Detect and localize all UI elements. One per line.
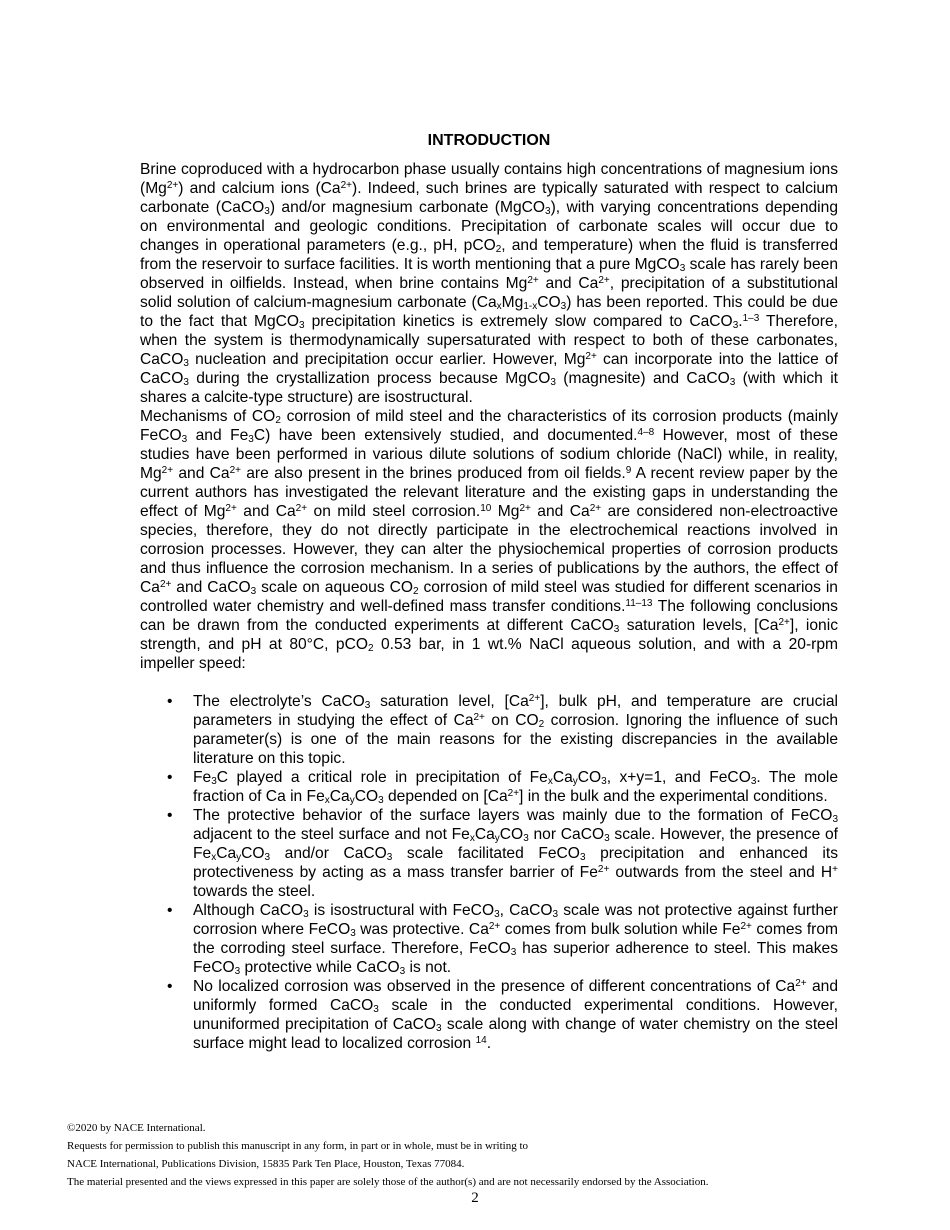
subscript: 3	[183, 358, 189, 369]
subscript: 3	[510, 947, 517, 958]
subscript: 3	[679, 263, 686, 274]
subscript: 3	[832, 814, 838, 825]
superscript: 2+	[740, 921, 752, 932]
footer	[67, 1119, 887, 1191]
superscript: 2+	[589, 503, 602, 514]
subscript: 3	[732, 320, 739, 331]
superscript: 2+	[519, 503, 531, 514]
subscript: 2	[368, 643, 374, 654]
superscript: 2+	[795, 978, 807, 989]
disclaimer: The material presented and the views expressed in this paper are solely those of the author(s) and are not necessarily endorsed by the Association.	[67, 1176, 709, 1188]
subscript: 3	[750, 776, 757, 787]
superscript: 2+	[473, 712, 485, 723]
superscript: 2+	[507, 788, 520, 799]
subscript: y	[572, 776, 578, 787]
superscript: 2+	[488, 921, 501, 932]
subscript: 2	[275, 415, 281, 426]
body-text	[140, 160, 838, 1053]
superscript: 2+	[161, 465, 174, 476]
copyright-notice: ©2020 by NACE International.	[67, 1122, 206, 1134]
subscript: 3	[373, 1004, 379, 1015]
list-item	[140, 692, 838, 768]
subscript: 1-x	[523, 301, 538, 312]
superscript: 2+	[528, 693, 541, 704]
section-title: INTRODUCTION	[427, 132, 551, 149]
subscript: 3	[494, 909, 500, 920]
subscript: 3	[299, 320, 305, 331]
superscript: 2+	[778, 617, 790, 628]
subscript: 3	[613, 624, 620, 635]
permission-notice: Requests for permission to publish this manuscript in any form, in part or in whole, must be in writing to	[67, 1140, 529, 1152]
bullet-icon: •	[167, 807, 173, 824]
subscript: x	[496, 301, 502, 312]
page-number: 2	[471, 1190, 479, 1206]
subscript: y	[236, 852, 242, 863]
superscript: 2+	[229, 465, 241, 476]
subscript: 3	[601, 776, 607, 787]
paragraph-1: Brine coproduced with a hydrocarbon phase usually contains high concentrations of magnesium ions $(Mg^{2+})$ and calcium ions $(Ca^{2+})$. Indeed, such brines are typically saturated with respect to calcium carbonate (CaCO$_3$) and/or magnesium carbonate (MgCO$_3$), with varying concentrations depending on environmental and geologic conditions. Precipitation of carbonate scales will occur due to changes in operational parameters (e.g., pH, pCO$_2$, and temperature) when the fluid is transferred from the reservoir to surface facilities. It is worth mentioning that a pure MgCO$_3$ scale has rarely been observed in oilfields. Instead, when brine contains $Mg^{2+}$ and $Ca^{2+}$, precipitation of a substitutional solid solution of calcium-magnesium carbonate $(Ca_xMg_{1-x}CO_3)$ has been reported. This could be due to the fact that MgCO$_3$ precipitation kinetics is extremely slow compared to CaCO$_3$.$^{1-3}$ Therefore, when the system is thermodynamically supersaturated with respect to both of these carbonates, CaCO$_3$ nucleation and precipitation occur earlier. However, $Mg^{2+}$ can incorporate into the lattice of CaCO$_3$ during the crystallization process because MgCO$_3$ (magnesite) and CaCO$_3$ (with which it shares a calcite-type structure) are isostructural.	[140, 161, 839, 406]
subscript: 3	[552, 909, 559, 920]
subscript: 3	[523, 833, 529, 844]
superscript: 9	[625, 465, 632, 476]
superscript: 2+	[225, 503, 237, 514]
list-item	[140, 768, 838, 806]
subscript: x	[211, 852, 217, 863]
superscript: +	[832, 864, 838, 875]
superscript: 2+	[295, 503, 308, 514]
superscript: 2+	[340, 180, 352, 191]
subscript: 3	[264, 852, 271, 863]
superscript: 10	[480, 503, 492, 514]
subscript: 3	[211, 776, 217, 787]
subscript: 3	[234, 966, 241, 977]
superscript: 1–3	[742, 313, 760, 324]
paragraph-2: Mechanisms of $CO_2$ corrosion of mild steel and the characteristics of its corrosion products (mainly FeCO$_3$ and $Fe_3C$) have been extensively studied, and documented.$^{4-8}$ However, most of these studies have been performed in various dilute solutions of sodium chloride (NaCl) while, in reality, $Mg^{2+}$ and $Ca^{2+}$ are also present in the brines produced from oil fields.$^9$ A recent review paper by the current authors has investigated the relevant literature and the existing gaps in understanding the effect of $Mg^{2+}$ and $Ca^{2+}$ on mild steel corrosion.$^{10}$ $Mg^{2+}$ and $Ca^{2+}$ are considered non-electroactive species, therefore, they do not directly participate in the electrochemical reactions involved in corrosion processes. However, they can alter the physiochemical properties of corrosion products and thus influence the corrosion mechanism. In a series of publications by the authors, the effect of $Ca^{2+}$ and CaCO$_3$ scale on aqueous $CO_2$ corrosion of mild steel was studied for different scenarios in controlled water chemistry and well-defined mass transfer conditions.$^{11-13}$ The following conclusions can be drawn from the conducted experiments at different CaCO$_3$ saturation levels, $[Ca^{2+}]$, ionic strength, and pH at 80°C, pCO$_2$ 0.53 bar, in 1 wt.% NaCl aqueous solution, and with a 20-rpm impeller speed:	[140, 408, 838, 672]
superscript: 14	[475, 1035, 487, 1046]
subscript: 3	[250, 586, 257, 597]
subscript: 3	[248, 434, 254, 445]
superscript: 2+	[597, 864, 610, 875]
superscript: 2+	[166, 180, 179, 191]
subscript: 2	[412, 586, 419, 597]
subscript: x	[324, 795, 330, 806]
subscript: x	[547, 776, 553, 787]
bullet-icon: •	[167, 902, 173, 919]
subscript: 3	[386, 852, 393, 863]
list-item	[140, 901, 838, 977]
superscript: 2+	[159, 579, 172, 590]
subscript: 3	[560, 301, 567, 312]
subscript: 3	[399, 966, 406, 977]
subscript: y	[494, 833, 500, 844]
bullet-icon: •	[167, 978, 173, 995]
list-item	[140, 806, 838, 901]
subscript: 3	[378, 795, 384, 806]
subscript: y	[349, 795, 355, 806]
subscript: 2	[495, 244, 502, 255]
list-item	[140, 977, 838, 1053]
superscript: 2+	[585, 351, 597, 362]
subscript: 3	[350, 928, 356, 939]
bullet-icon: •	[167, 693, 173, 710]
subscript: 3	[729, 377, 736, 388]
subscript: 3	[579, 852, 586, 863]
subscript: 3	[436, 1023, 442, 1034]
subscript: 3	[604, 833, 610, 844]
publisher-address: NACE International, Publications Division, 15835 Park Ten Place, Houston, Texas 77084.	[67, 1158, 465, 1170]
conclusions-list	[140, 692, 838, 1053]
list-item-text: $Fe_3C$ played a critical role in precipitation of $Fe_xCa_yCO_3$, x+y=1, and FeCO$_3$. The mole fraction of Ca in $Fe_xCa_yCO_3$ depended on $[Ca^{2+}]$ in the bulk and the experimental conditions.	[193, 769, 839, 806]
list-item-text: The protective behavior of the surface layers was mainly due to the formation of FeCO$_3$ adjacent to the steel surface and not $Fe_xCa_yCO_3$ nor CaCO$_3$ scale. However, the presence of $Fe_xCa_yCO_3$ and/or CaCO$_3$ scale facilitated FeCO$_3$ precipitation and enhanced its protectiveness by acting as a mass transfer barrier of $Fe^{2+}$ outwards from the steel and H+ towards the steel.	[193, 807, 839, 900]
subscript: 3	[364, 700, 371, 711]
bullet-icon: •	[167, 769, 173, 786]
subscript: 2	[538, 719, 545, 730]
subscript: 3	[183, 377, 189, 388]
list-item-text: Although CaCO$_3$ is isostructural with FeCO$_3$, CaCO$_3$ scale was not protective against further corrosion where FeCO$_3$ was protective. $Ca^{2+}$ comes from bulk solution while $Fe^{2+}$ comes from the corroding steel surface. Therefore, FeCO$_3$ has superior adherence to steel. This makes FeCO$_3$ protective while CaCO$_3$ is not.	[193, 902, 839, 977]
subscript: 3	[264, 206, 270, 217]
subscript: 3	[550, 377, 556, 388]
list-item-text: No localized corrosion was observed in the presence of different concentrations of $Ca^{2+}$ and uniformly formed CaCO$_3$ scale in the conducted experimental conditions. However, ununiformed precipitation of CaCO$_3$ scale along with change of water chemistry on the steel surface might lead to localized corrosion $^{14}$.	[193, 978, 838, 1052]
subscript: 3	[181, 434, 188, 445]
superscript: 2+	[598, 275, 610, 286]
superscript: 11–13	[625, 598, 653, 609]
subscript: x	[469, 833, 475, 844]
list-item-text: The electrolyte’s CaCO$_3$ saturation level, $[Ca^{2+}]$, bulk pH, and temperature are crucial parameters in studying the effect of $Ca^{2+}$ on $CO_2$ corrosion. Ignoring the influence of such parameter(s) is one of the main reasons for the existing discrepancies in the available literature on this topic.	[193, 693, 838, 767]
subscript: 3	[303, 909, 309, 920]
subscript: 3	[545, 206, 551, 217]
superscript: 2+	[527, 275, 539, 286]
superscript: 4–8	[637, 427, 655, 438]
